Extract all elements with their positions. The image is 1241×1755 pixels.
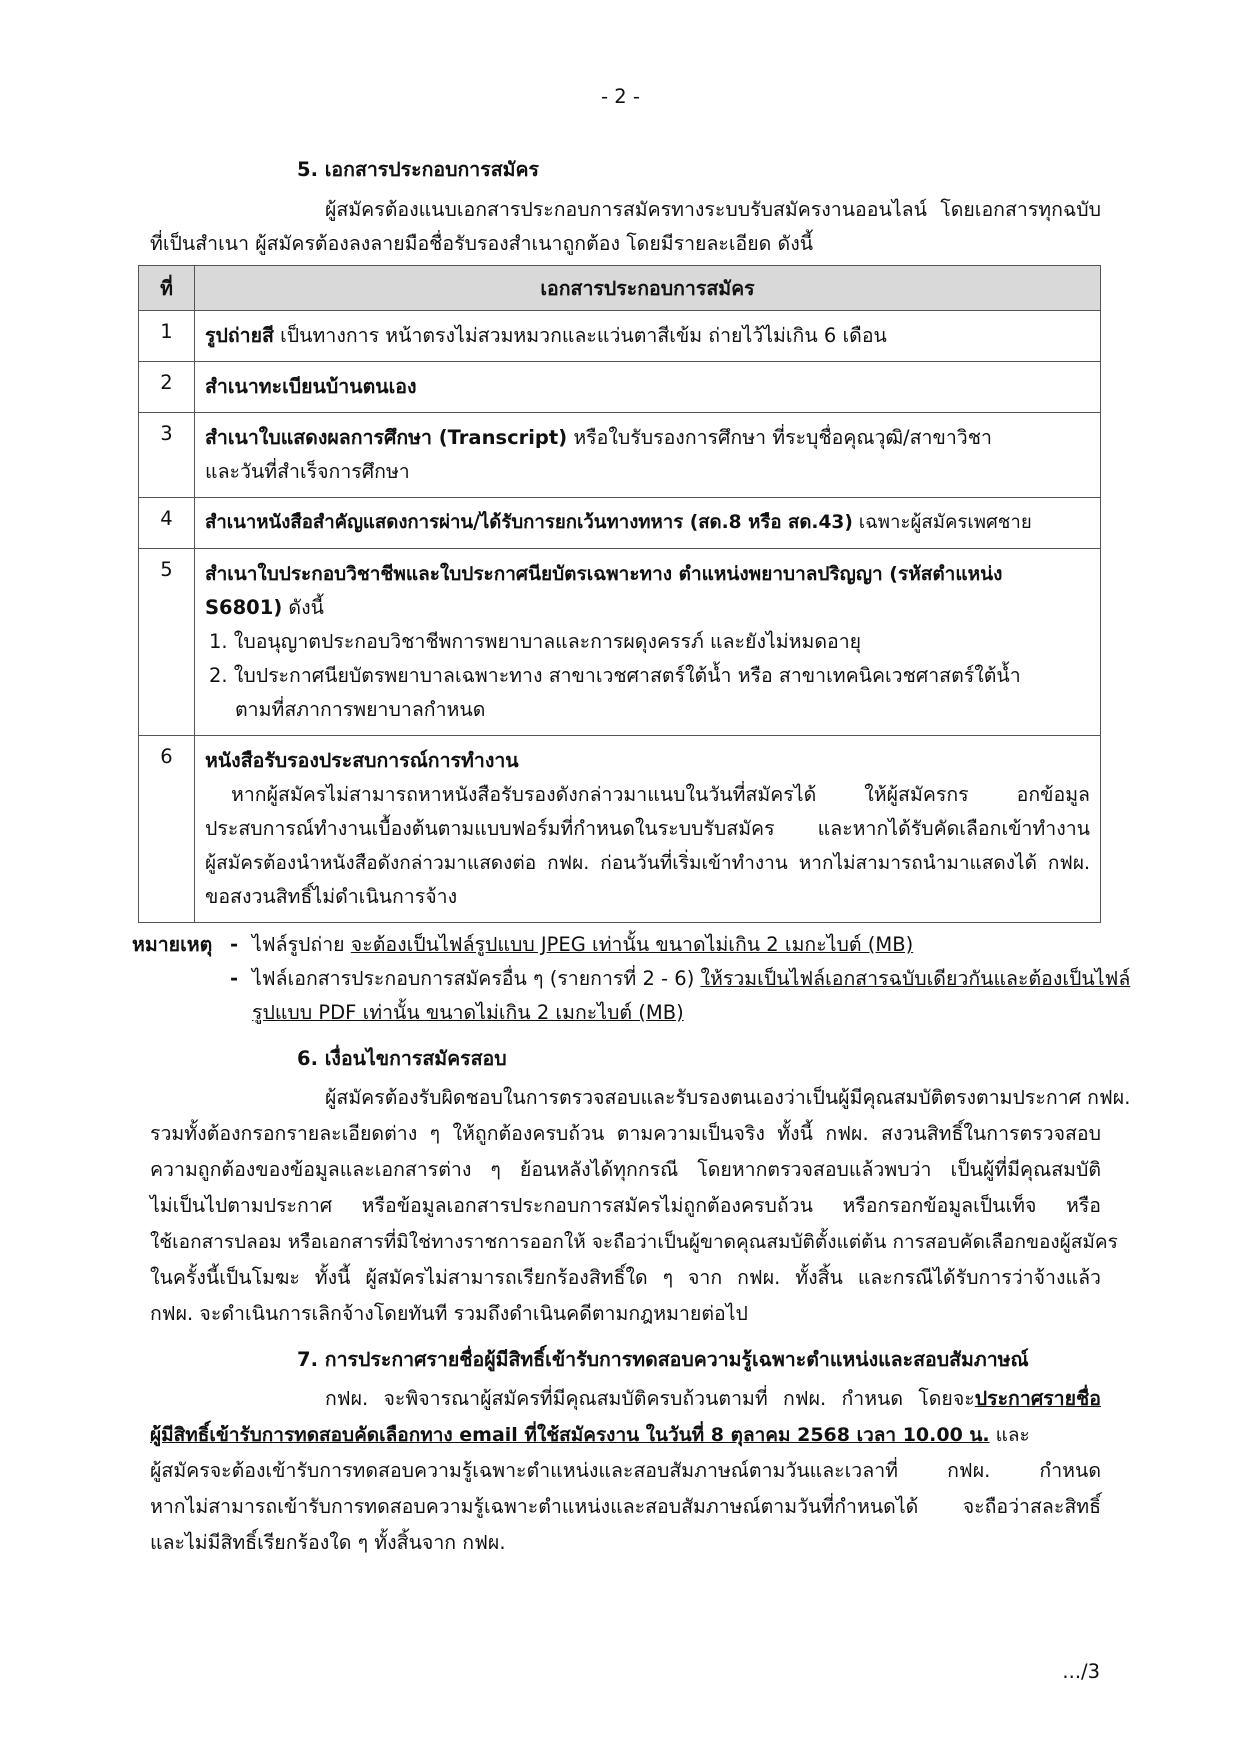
section7-line2	[150, 1418, 1101, 1452]
row-paragraph-line: หากผู้สมัครไม่สามารถหาหนังสือรับรองดังกล่าวมาแนบในวันที่สมัครได้ ให้ผู้สมัครกร อกข้อมูล	[231, 783, 1090, 806]
row-paragraph-line: ผู้สมัครต้องนำหนังสือดังกล่าวมาแสดงต่อ กฟผ. ก่อนวันที่เริ่มเข้าทำงาน หากไม่สามารถนำมาแสดงได้ กฟผ.	[205, 852, 1090, 874]
section7-line: ผู้สมัครจะต้องเข้ารับการทดสอบความรู้เฉพาะตำแหน่งและสอบสัมภาษณ์ตามวันและเวลาที่ กฟผ. กำหนด	[150, 1459, 1101, 1482]
documents-table	[138, 265, 1101, 923]
section6-line: รวมทั้งต้องกรอกรายละเอียดต่าง ๆ ให้ถูกต้องครบถ้วน ตามความเป็นจริง ทั้งนี้ กฟผ. สงวนสิทธิ์ในการตรวจสอบ	[150, 1122, 1101, 1145]
table-row	[139, 549, 1101, 736]
remark-1-underlined: จะต้องเป็นไฟล์รูปแบบ JPEG เท่านั้น ขนาดไม่เกิน 2 เมกะไบต์ (MB)	[350, 933, 914, 956]
remark-2-text: ไฟล์เอกสารประกอบการสมัครอื่น ๆ (รายการที่ 2 - 6)	[252, 967, 701, 990]
row-bold-text: หนังสือรับรองประสบการณ์การทำงาน	[205, 749, 519, 772]
section7-text: และ	[989, 1424, 1030, 1446]
row-content	[195, 362, 1101, 413]
section7-line1	[325, 1382, 1101, 1416]
row-content	[195, 311, 1101, 362]
table-row	[139, 498, 1101, 549]
section6-line: ในครั้งนี้เป็นโมฆะ ทั้งนี้ ผู้สมัครไม่สามารถเรียกร้องสิทธิ์ใด ๆ จาก กฟผ. ทั้งสิ้น และกรณีได้รับการว่าจ้างแล้ว	[150, 1266, 1101, 1289]
next-page-indicator: .../3	[1062, 1660, 1100, 1683]
section7-announce-emphasis: ประกาศรายชื่อ	[974, 1387, 1101, 1410]
table-row	[139, 413, 1101, 498]
row-number: 6	[139, 736, 195, 923]
row-paragraph-line: ประสบการณ์ทำงานเบื้องต้นตามแบบฟอร์มที่กำหนดในระบบรับสมัคร และหากได้รับคัดเลือกเข้าทำงาน	[205, 817, 1090, 840]
list-item: 1. ใบอนุญาตประกอบวิชาชีพการพยาบาลและการผดุงครรภ์ และยังไม่หมดอายุ	[209, 630, 862, 653]
remark-2-underlined-cont: รูปแบบ PDF เท่านั้น ขนาดไม่เกิน 2 เมกะไบต์ (MB)	[252, 1001, 684, 1024]
row-text: หรือใบรับรองการศึกษา ที่ระบุชื่อคุณวุฒิ/สาขาวิชา	[567, 426, 992, 449]
remarks-dash: -	[230, 933, 239, 956]
row-number: 5	[139, 549, 195, 736]
col-no-header: ที่	[139, 266, 195, 311]
row-content	[195, 498, 1101, 549]
remark-1	[252, 928, 913, 962]
table-row	[139, 311, 1101, 362]
section7-announce-date: ผู้มีสิทธิ์เข้ารับการทดสอบคัดเลือกทาง email ที่ใช้สมัครงาน ในวันที่ 8 ตุลาคม 2568 เวลา 10.00 น.	[150, 1424, 990, 1446]
table-header-row	[139, 266, 1101, 311]
section6-line: กฟผ. จะดำเนินการเลิกจ้างโดยทันที รวมถึงดำเนินคดีตามกฎหมายต่อไป	[150, 1302, 748, 1325]
row-content	[195, 549, 1101, 736]
section7-line: หากไม่สามารถเข้ารับการทดสอบความรู้เฉพาะตำแหน่งและสอบสัมภาษณ์ตามวันที่กำหนดได้ จะถือว่าสละสิทธิ์	[150, 1495, 1101, 1518]
section6-line: ผู้สมัครต้องรับผิดชอบในการตรวจสอบและรับรองตนเองว่าเป็นผู้มีคุณสมบัติตรงตามประกาศ กฟผ.	[325, 1086, 1131, 1109]
row-number: 1	[139, 311, 195, 362]
row-bold-text: สำเนาหนังสือสำคัญแสดงการผ่าน/ได้รับการยกเว้นทางทหาร (สด.8 หรือ สด.43)	[205, 512, 853, 533]
table-row	[139, 736, 1101, 923]
section6-line: ความถูกต้องของข้อมูลและเอกสารต่าง ๆ ย้อนหลังได้ทุกกรณี โดยหากตรวจสอบแล้วพบว่า เป็นผู้ที่มีคุณสมบัติ	[150, 1158, 1101, 1181]
section6-line: ใช้เอกสารปลอม หรือเอกสารที่มิใช่ทางราชการออกให้ จะถือว่าเป็นผู้ขาดคุณสมบัติตั้งแต่ต้น การสอบคัดเลือกของผู้สมัคร	[150, 1231, 1118, 1253]
section7-line: และไม่มีสิทธิ์เรียกร้องใด ๆ ทั้งสิ้นจาก กฟผ.	[150, 1531, 506, 1554]
row-text-line2: และวันที่สำเร็จการศึกษา	[205, 460, 410, 483]
section6-heading: 6. เงื่อนไขการสมัครสอบ	[297, 1047, 507, 1070]
remark-2-underlined: ให้รวมเป็นไฟล์เอกสารฉบับเดียวกันและต้องเป็นไฟล์	[700, 967, 1131, 990]
row-number: 4	[139, 498, 195, 549]
row-bold-text: สำเนาทะเบียนบ้านตนเอง	[205, 375, 417, 398]
remark-2	[252, 962, 1130, 996]
row-text-line2: ดังนี้	[282, 596, 324, 619]
section7-heading: 7. การประกาศรายชื่อผู้มีสิทธิ์เข้ารับการทดสอบความรู้เฉพาะตำแหน่งและสอบสัมภาษณ์	[297, 1348, 1029, 1371]
remark-1-text: ไฟล์รูปถ่าย	[252, 933, 351, 956]
row-text: เป็นทางการ หน้าตรงไม่สวมหมวกและแว่นตาสีเข้ม ถ่ายไว้ไม่เกิน 6 เดือน	[273, 324, 887, 347]
section5-heading: 5. เอกสารประกอบการสมัคร	[297, 158, 539, 181]
col-docs-header: เอกสารประกอบการสมัคร	[195, 266, 1101, 311]
table-row	[139, 362, 1101, 413]
row-bold-text: รูปถ่ายสี	[205, 324, 274, 347]
row-bold-text: สำเนาใบแสดงผลการศึกษา (Transcript)	[205, 426, 568, 449]
row-content	[195, 736, 1101, 923]
row-bold-text: สำเนาใบประกอบวิชาชีพและใบประกาศนียบัตรเฉพาะทาง ตำแหน่งพยาบาลปริญญา (รหัสตำแหน่ง	[205, 563, 1003, 585]
section6-line: ไม่เป็นไปตามประกาศ หรือข้อมูลเอกสารประกอบการสมัครไม่ถูกต้องครบถ้วน หรือกรอกข้อมูลเป็นเท็จ หรือ	[150, 1194, 1101, 1217]
remarks-label: หมายเหตุ	[132, 933, 213, 956]
list-item-continuation: ตามที่สภาการพยาบาลกำหนด	[235, 698, 486, 721]
page-number: - 2 -	[601, 85, 640, 108]
list-item: 2. ใบประกาศนียบัตรพยาบาลเฉพาะทาง สาขาเวชศาสตร์ใต้น้ำ หรือ สาขาเทคนิคเวชศาสตร์ใต้น้ำ	[209, 664, 1021, 687]
section5-intro-line2: ที่เป็นสำเนา ผู้สมัครต้องลงลายมือชื่อรับรองสำเนาถูกต้อง โดยมีรายละเอียด ดังนี้	[150, 232, 814, 255]
remarks-dash: -	[230, 967, 239, 990]
row-paragraph-line: ขอสงวนสิทธิ์ไม่ดำเนินการจ้าง	[205, 885, 458, 908]
row-bold-text-line2: S6801)	[205, 596, 283, 619]
row-text: เฉพาะผู้สมัครเพศชาย	[852, 512, 1032, 533]
section5-intro-line1: ผู้สมัครต้องแนบเอกสารประกอบการสมัครทางระบบรับสมัครงานออนไลน์ โดยเอกสารทุกฉบับ	[325, 198, 1101, 221]
section7-text: กฟผ. จะพิจารณาผู้สมัครที่มีคุณสมบัติครบถ้วนตามที่ กฟผ. กำหนด โดยจะ	[325, 1387, 975, 1410]
row-number: 2	[139, 362, 195, 413]
row-number: 3	[139, 413, 195, 498]
row-content	[195, 413, 1101, 498]
